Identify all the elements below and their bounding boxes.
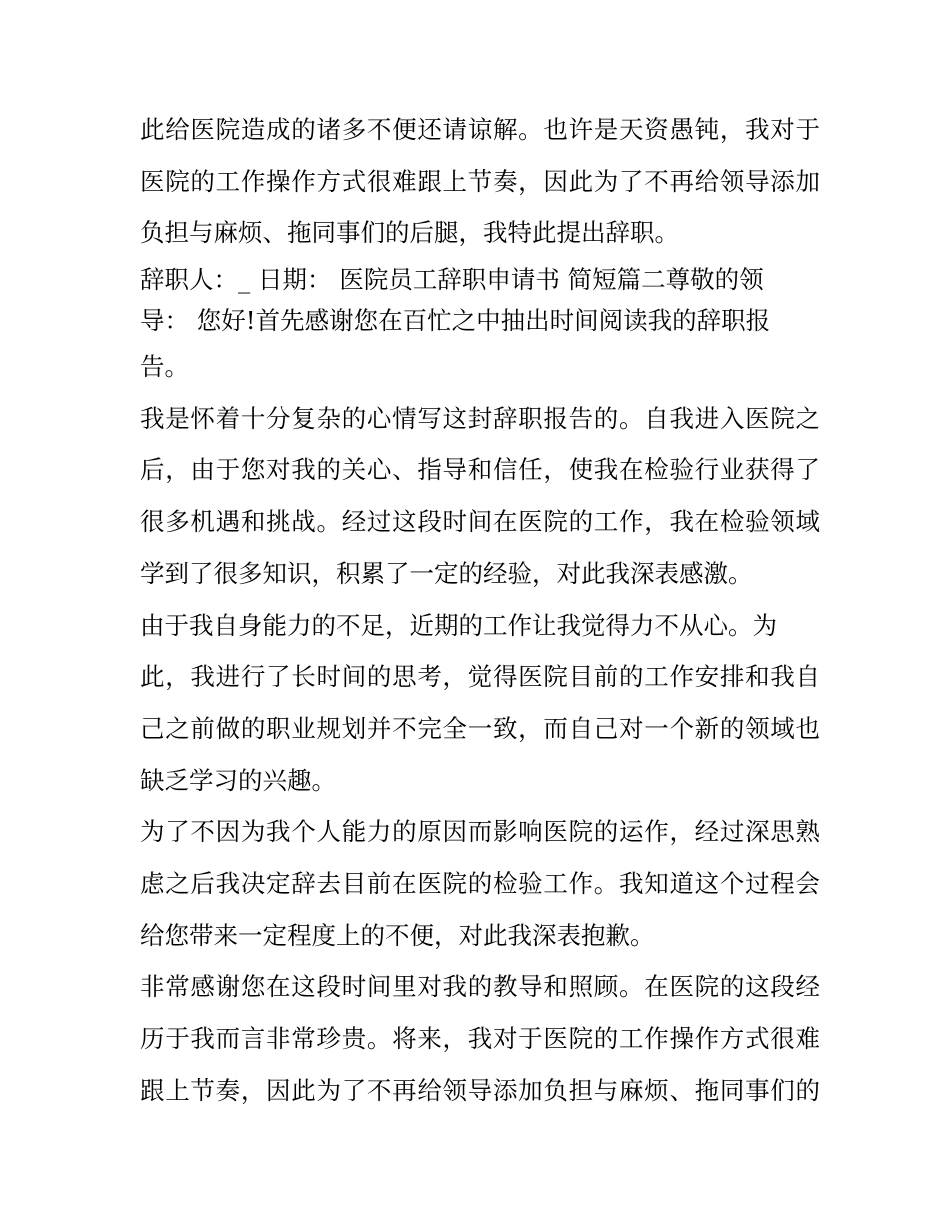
text-line: 由于我自身能力的不足，近期的工作让我觉得力不从心。为 (140, 610, 777, 640)
text-line: 很多机遇和挑战。经过这段时间在医院的工作，我在检验领域 (140, 507, 820, 537)
text-line: 导： 您好!首先感谢您在百忙之中抽出时间阅读我的辞职报 (140, 306, 771, 336)
text-line: 医院的工作操作方式很难跟上节奏，因此为了不再给领导添加 (140, 166, 820, 196)
text-line: 非常感谢您在这段时间里对我的教导和照顾。在医院的这段经 (140, 972, 820, 1002)
text-line: 跟上节奏，因此为了不再给领导添加负担与麻烦、拖同事们的 (140, 1075, 820, 1105)
text-line: 缺乏学习的兴趣。 (140, 765, 336, 795)
text-line: 历于我而言非常珍贵。将来，我对于医院的工作操作方式很难 (140, 1024, 820, 1053)
text-line: 己之前做的职业规划并不完全一致，而自己对一个新的领域也 (140, 713, 820, 743)
text-line: 此给医院造成的诸多不便还请谅解。也许是天资愚钝，我对于 (140, 115, 820, 144)
text-line: 虑之后我决定辞去目前在医院的检验工作。我知道这个过程会 (140, 868, 820, 898)
text-line: 我是怀着十分复杂的心情写这封辞职报告的。自我进入医院之 (140, 403, 820, 433)
text-line: 学到了很多知识，积累了一定的经验，对此我深表感激。 (140, 558, 753, 588)
text-line: 辞职人：_ 日期： 医院员工辞职申请书 简短篇二尊敬的领 (140, 265, 764, 295)
text-line: 给您带来一定程度上的不便，对此我深表抱歉。 (140, 920, 655, 950)
document-body (140, 104, 820, 1116)
text-line: 后，由于您对我的关心、指导和信任，使我在检验行业获得了 (140, 455, 820, 485)
text-line: 为了不因为我个人能力的原因而影响医院的运作，经过深思熟 (140, 817, 820, 847)
text-line: 告。 (140, 352, 189, 382)
text-line: 此，我进行了长时间的思考，觉得医院目前的工作安排和我自 (140, 662, 820, 692)
text-line: 负担与麻烦、拖同事们的后腿，我特此提出辞职。 (140, 218, 679, 248)
